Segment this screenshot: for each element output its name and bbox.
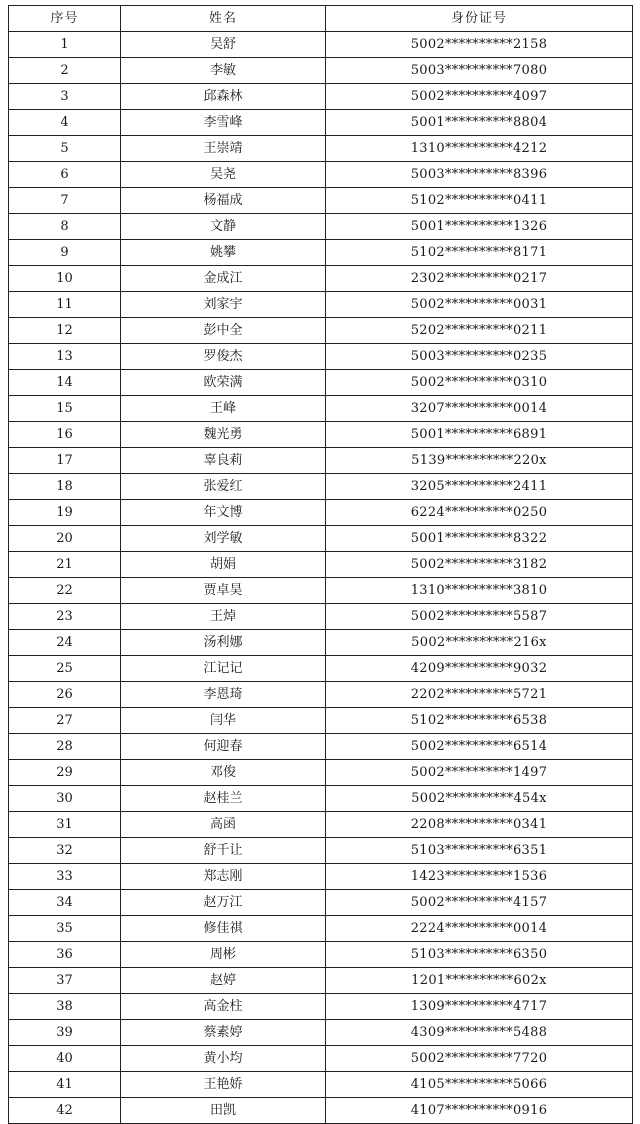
cell-seq: 22 (9, 578, 121, 604)
cell-name: 高金柱 (121, 994, 326, 1020)
cell-name: 魏光勇 (121, 422, 326, 448)
cell-seq: 12 (9, 318, 121, 344)
header-row (9, 6, 633, 32)
cell-seq: 23 (9, 604, 121, 630)
cell-seq: 34 (9, 890, 121, 916)
cell-name: 舒千让 (121, 838, 326, 864)
cell-name: 田凯 (121, 1098, 326, 1124)
cell-id-number: 5002**********454x (326, 786, 633, 812)
cell-name: 周彬 (121, 942, 326, 968)
table-body (9, 32, 633, 1124)
cell-seq: 3 (9, 84, 121, 110)
cell-id-number: 3207**********0014 (326, 396, 633, 422)
cell-name: 吴舒 (121, 32, 326, 58)
table-row (9, 188, 633, 214)
cell-seq: 13 (9, 344, 121, 370)
table-row (9, 942, 633, 968)
cell-seq: 24 (9, 630, 121, 656)
cell-name: 姚攀 (121, 240, 326, 266)
cell-id-number: 5002**********3182 (326, 552, 633, 578)
table-row (9, 552, 633, 578)
cell-id-number: 2208**********0341 (326, 812, 633, 838)
header-name: 姓名 (121, 6, 326, 32)
cell-name: 何迎春 (121, 734, 326, 760)
cell-id-number: 1423**********1536 (326, 864, 633, 890)
cell-seq: 9 (9, 240, 121, 266)
table-row (9, 578, 633, 604)
cell-id-number: 5139**********220x (326, 448, 633, 474)
table-row (9, 890, 633, 916)
cell-name: 汤利娜 (121, 630, 326, 656)
cell-name: 贾卓昊 (121, 578, 326, 604)
table-row (9, 318, 633, 344)
table-row (9, 58, 633, 84)
cell-name: 罗俊杰 (121, 344, 326, 370)
cell-name: 辜良莉 (121, 448, 326, 474)
cell-id-number: 5003**********0235 (326, 344, 633, 370)
cell-seq: 14 (9, 370, 121, 396)
cell-id-number: 5003**********7080 (326, 58, 633, 84)
table-row (9, 1046, 633, 1072)
cell-seq: 29 (9, 760, 121, 786)
table-row (9, 786, 633, 812)
table-row (9, 864, 633, 890)
table-row (9, 344, 633, 370)
cell-id-number: 5002**********1497 (326, 760, 633, 786)
cell-id-number: 2224**********0014 (326, 916, 633, 942)
cell-id-number: 2202**********5721 (326, 682, 633, 708)
table-row (9, 812, 633, 838)
table-row (9, 1098, 633, 1124)
cell-id-number: 1201**********602x (326, 968, 633, 994)
cell-id-number: 3205**********2411 (326, 474, 633, 500)
cell-seq: 42 (9, 1098, 121, 1124)
cell-seq: 19 (9, 500, 121, 526)
cell-name: 刘学敏 (121, 526, 326, 552)
table-row (9, 32, 633, 58)
cell-id-number: 5002**********2158 (326, 32, 633, 58)
cell-id-number: 5002**********7720 (326, 1046, 633, 1072)
table-row (9, 500, 633, 526)
cell-name: 江记记 (121, 656, 326, 682)
table-row (9, 656, 633, 682)
cell-seq: 16 (9, 422, 121, 448)
cell-name: 蔡素婷 (121, 1020, 326, 1046)
header-id: 身份证号 (326, 6, 633, 32)
table-row (9, 994, 633, 1020)
cell-id-number: 5102**********0411 (326, 188, 633, 214)
table-row (9, 266, 633, 292)
cell-id-number: 5103**********6351 (326, 838, 633, 864)
cell-name: 刘家宇 (121, 292, 326, 318)
cell-seq: 33 (9, 864, 121, 890)
cell-name: 赵桂兰 (121, 786, 326, 812)
table-row (9, 474, 633, 500)
cell-name: 李恩琦 (121, 682, 326, 708)
table-row (9, 448, 633, 474)
cell-name: 胡娟 (121, 552, 326, 578)
cell-seq: 37 (9, 968, 121, 994)
cell-id-number: 5103**********6350 (326, 942, 633, 968)
cell-seq: 11 (9, 292, 121, 318)
cell-id-number: 5002**********5587 (326, 604, 633, 630)
table-row (9, 838, 633, 864)
cell-id-number: 5002**********0031 (326, 292, 633, 318)
table-row (9, 1072, 633, 1098)
table-row (9, 968, 633, 994)
cell-seq: 17 (9, 448, 121, 474)
cell-seq: 6 (9, 162, 121, 188)
cell-id-number: 5002**********0310 (326, 370, 633, 396)
cell-name: 年文博 (121, 500, 326, 526)
cell-id-number: 2302**********0217 (326, 266, 633, 292)
cell-id-number: 5002**********4097 (326, 84, 633, 110)
cell-seq: 15 (9, 396, 121, 422)
cell-seq: 20 (9, 526, 121, 552)
cell-name: 王焯 (121, 604, 326, 630)
cell-id-number: 5001**********6891 (326, 422, 633, 448)
table-row (9, 162, 633, 188)
table-row (9, 240, 633, 266)
cell-name: 金成江 (121, 266, 326, 292)
cell-seq: 25 (9, 656, 121, 682)
table-row (9, 110, 633, 136)
cell-name: 闫华 (121, 708, 326, 734)
table-row (9, 916, 633, 942)
cell-seq: 1 (9, 32, 121, 58)
table-row (9, 1020, 633, 1046)
table-row (9, 604, 633, 630)
cell-name: 赵万江 (121, 890, 326, 916)
cell-id-number: 4209**********9032 (326, 656, 633, 682)
cell-seq: 5 (9, 136, 121, 162)
cell-seq: 38 (9, 994, 121, 1020)
cell-seq: 39 (9, 1020, 121, 1046)
cell-id-number: 5002**********4157 (326, 890, 633, 916)
cell-seq: 32 (9, 838, 121, 864)
cell-seq: 28 (9, 734, 121, 760)
cell-seq: 41 (9, 1072, 121, 1098)
cell-seq: 30 (9, 786, 121, 812)
cell-name: 文静 (121, 214, 326, 240)
table-row (9, 422, 633, 448)
table-row (9, 630, 633, 656)
table-row (9, 760, 633, 786)
cell-name: 李雪峰 (121, 110, 326, 136)
table-row (9, 396, 633, 422)
cell-id-number: 1310**********3810 (326, 578, 633, 604)
table-row (9, 708, 633, 734)
cell-id-number: 4105**********5066 (326, 1072, 633, 1098)
cell-name: 吴尧 (121, 162, 326, 188)
cell-id-number: 4309**********5488 (326, 1020, 633, 1046)
cell-id-number: 5102**********8171 (326, 240, 633, 266)
cell-seq: 40 (9, 1046, 121, 1072)
cell-id-number: 4107**********0916 (326, 1098, 633, 1124)
cell-id-number: 5002**********216x (326, 630, 633, 656)
cell-name: 王峰 (121, 396, 326, 422)
cell-name: 李敏 (121, 58, 326, 84)
cell-id-number: 5001**********8804 (326, 110, 633, 136)
cell-seq: 27 (9, 708, 121, 734)
cell-seq: 18 (9, 474, 121, 500)
table-row (9, 682, 633, 708)
cell-seq: 31 (9, 812, 121, 838)
cell-name: 杨福成 (121, 188, 326, 214)
table-row (9, 734, 633, 760)
cell-seq: 35 (9, 916, 121, 942)
cell-id-number: 5001**********8322 (326, 526, 633, 552)
table-row (9, 526, 633, 552)
cell-seq: 10 (9, 266, 121, 292)
cell-id-number: 1310**********4212 (326, 136, 633, 162)
cell-name: 张爱红 (121, 474, 326, 500)
cell-name: 高函 (121, 812, 326, 838)
cell-id-number: 5202**********0211 (326, 318, 633, 344)
cell-name: 王崇靖 (121, 136, 326, 162)
cell-seq: 8 (9, 214, 121, 240)
table-row (9, 370, 633, 396)
table-row (9, 84, 633, 110)
cell-name: 邱森林 (121, 84, 326, 110)
cell-id-number: 5003**********8396 (326, 162, 633, 188)
table-header (9, 6, 633, 32)
cell-name: 黄小均 (121, 1046, 326, 1072)
cell-name: 郑志刚 (121, 864, 326, 890)
table-row (9, 136, 633, 162)
cell-name: 赵婷 (121, 968, 326, 994)
cell-id-number: 6224**********0250 (326, 500, 633, 526)
roster-table (8, 5, 633, 1124)
table-row (9, 292, 633, 318)
cell-seq: 7 (9, 188, 121, 214)
table-row (9, 214, 633, 240)
cell-name: 邓俊 (121, 760, 326, 786)
cell-seq: 21 (9, 552, 121, 578)
cell-name: 欧荣满 (121, 370, 326, 396)
cell-id-number: 1309**********4717 (326, 994, 633, 1020)
cell-id-number: 5002**********6514 (326, 734, 633, 760)
cell-id-number: 5102**********6538 (326, 708, 633, 734)
cell-name: 修佳祺 (121, 916, 326, 942)
cell-seq: 36 (9, 942, 121, 968)
cell-name: 王艳娇 (121, 1072, 326, 1098)
cell-seq: 2 (9, 58, 121, 84)
cell-id-number: 5001**********1326 (326, 214, 633, 240)
header-seq: 序号 (9, 6, 121, 32)
cell-name: 彭中全 (121, 318, 326, 344)
cell-seq: 4 (9, 110, 121, 136)
cell-seq: 26 (9, 682, 121, 708)
